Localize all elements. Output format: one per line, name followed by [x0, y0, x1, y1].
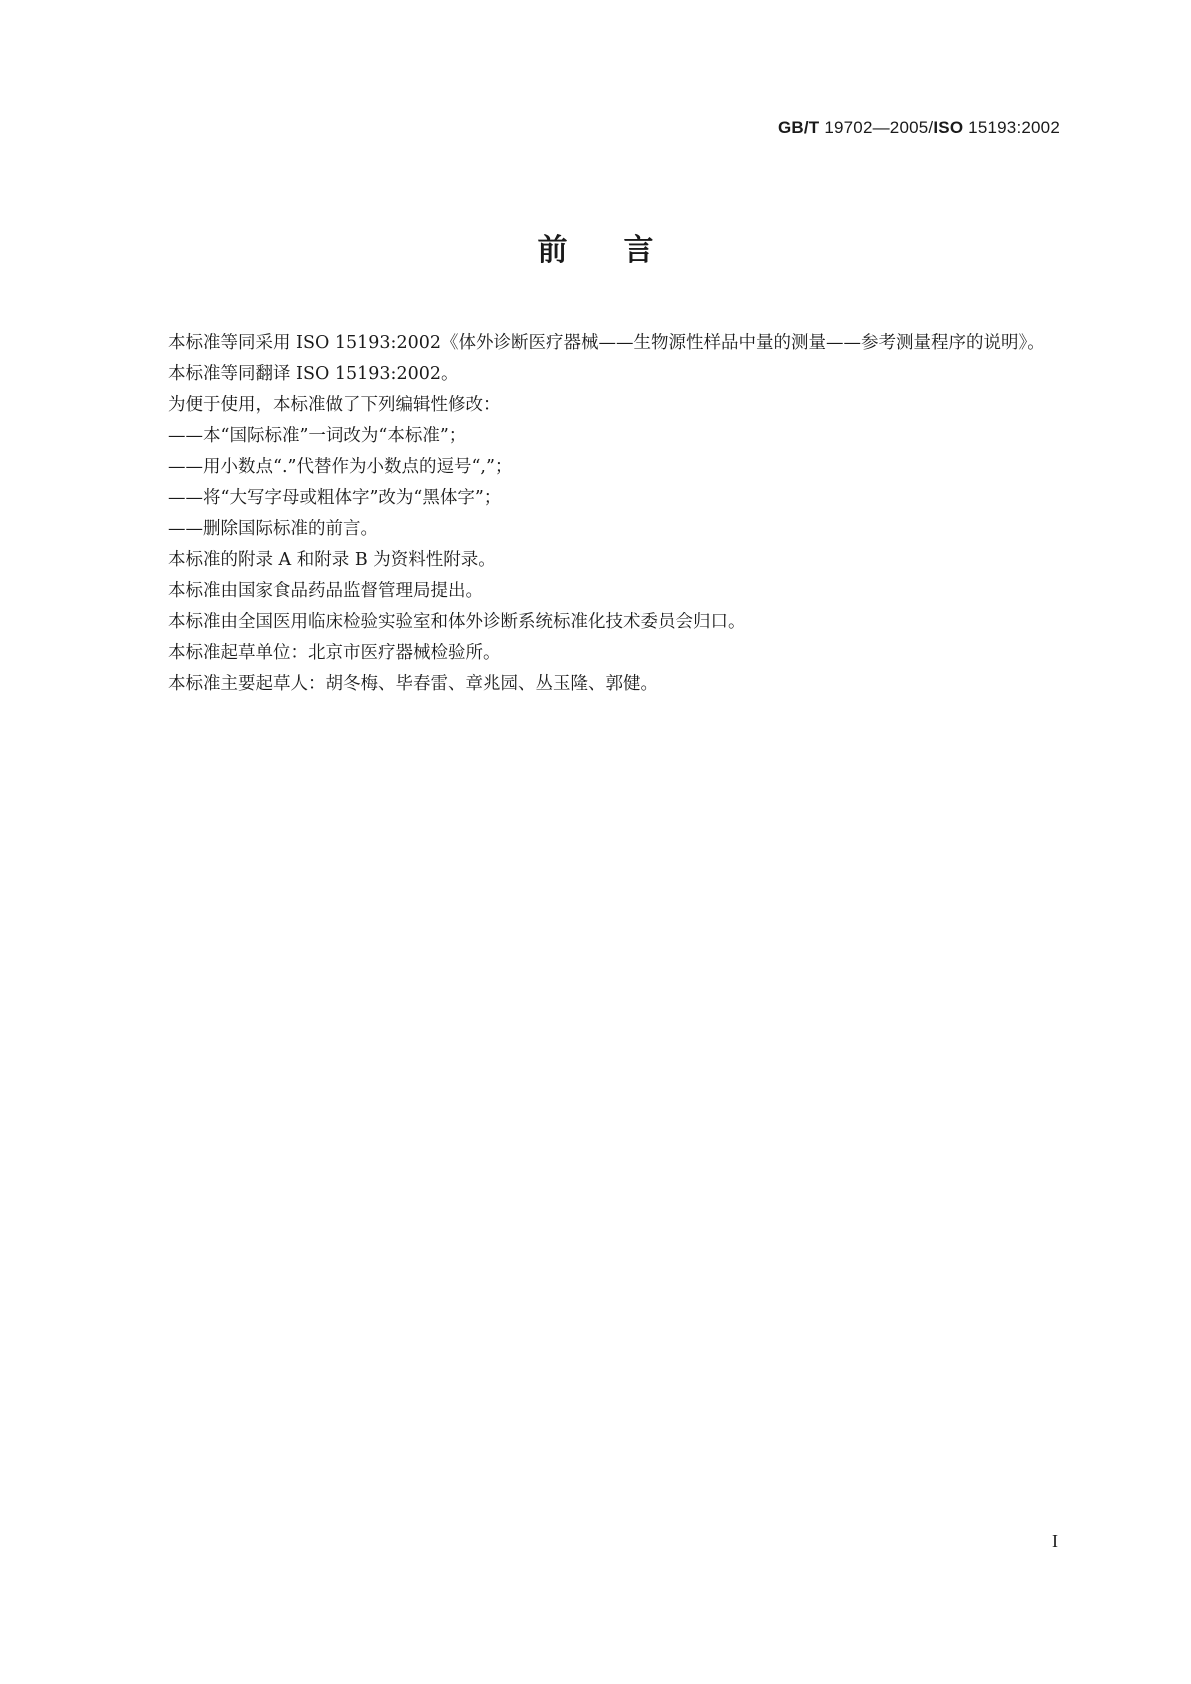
list-item-edit-4: ——删除国际标准的前言。 — [168, 519, 378, 539]
list-item-edit-3: ——将“大写字母或粗体字”改为“黑体字”； — [168, 488, 502, 508]
standard-code-number: 19702—2005/ — [819, 118, 934, 137]
foreword-body — [133, 328, 1058, 700]
paragraph-drafting-unit: 本标准起草单位：北京市医疗器械检验所。 — [168, 643, 501, 663]
page-title: 前言 — [537, 233, 710, 268]
list-item-edit-1: ——本“国际标准”一词改为“本标准”； — [168, 426, 467, 446]
page-number: I — [1052, 1531, 1058, 1551]
standard-code — [778, 118, 1060, 138]
paragraph-annexes: 本标准的附录 A 和附录 B 为资料性附录。 — [168, 550, 496, 570]
paragraph-adoption: 本标准等同采用 ISO 15193:2002《体外诊断医疗器械——生物源性样品中量的测量——参考测量程序的说明》。 — [168, 333, 1045, 353]
paragraph-proposer: 本标准由国家食品药品监督管理局提出。 — [168, 581, 483, 601]
standard-code-iso-number: 15193:2002 — [963, 118, 1060, 137]
list-item-edit-2: ——用小数点“.”代替作为小数点的逗号“,”； — [168, 457, 513, 477]
paragraph-committee: 本标准由全国医用临床检验实验室和体外诊断系统标准化技术委员会归口。 — [168, 612, 746, 632]
standard-code-iso: ISO — [933, 118, 964, 137]
paragraph-edits-intro: 为便于使用，本标准做了下列编辑性修改： — [168, 395, 501, 415]
paragraph-translation: 本标准等同翻译 ISO 15193:2002。 — [168, 364, 459, 384]
paragraph-drafters: 本标准主要起草人：胡冬梅、毕春雷、章兆园、丛玉隆、郭健。 — [168, 674, 658, 694]
standard-code-prefix: GB/T — [777, 118, 820, 137]
